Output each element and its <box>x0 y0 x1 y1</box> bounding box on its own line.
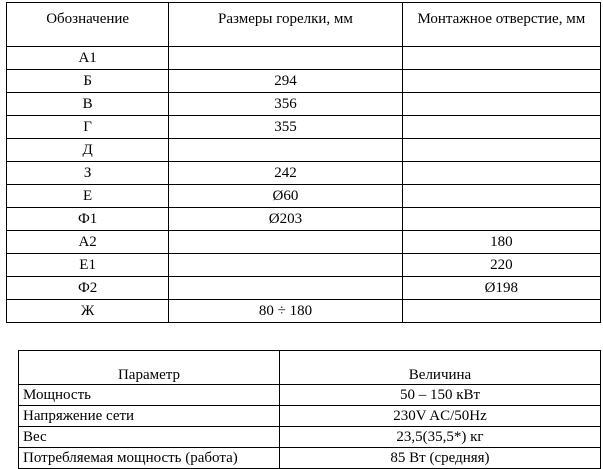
dimensions-row <box>7 231 601 254</box>
dimensions-row <box>7 254 601 277</box>
dimensions-row <box>7 70 601 93</box>
cell-parameter: Потребляемая мощность (работа) <box>19 448 280 469</box>
parameters-header-row <box>19 351 601 385</box>
dimensions-header-row <box>7 3 601 47</box>
cell-burner-size: 80 ÷ 180 <box>169 300 402 323</box>
burner-dimensions-table <box>6 2 601 323</box>
cell-designation: А2 <box>7 231 169 254</box>
parameters-row <box>19 427 601 448</box>
cell-designation: Е1 <box>7 254 169 277</box>
cell-designation: Д <box>7 139 169 162</box>
cell-designation: Ж <box>7 300 169 323</box>
header-parameter: Параметр <box>19 351 280 385</box>
burner-parameters-table <box>18 350 601 469</box>
cell-burner-size <box>169 231 402 254</box>
cell-designation: Е <box>7 185 169 208</box>
dimensions-row <box>7 47 601 70</box>
cell-mounting-hole: Ø198 <box>402 277 600 300</box>
parameters-row <box>19 448 601 469</box>
dimensions-row <box>7 277 601 300</box>
dimensions-row <box>7 139 601 162</box>
cell-mounting-hole <box>402 93 600 116</box>
cell-mounting-hole <box>402 185 600 208</box>
cell-burner-size <box>169 254 402 277</box>
cell-value: 50 – 150 кВт <box>280 385 601 406</box>
header-burner-size: Размеры горелки, мм <box>169 3 402 47</box>
cell-value: 23,5(35,5*) кг <box>280 427 601 448</box>
header-value: Величина <box>280 351 601 385</box>
dimensions-row <box>7 93 601 116</box>
cell-mounting-hole <box>402 116 600 139</box>
cell-mounting-hole <box>402 162 600 185</box>
cell-designation: Б <box>7 70 169 93</box>
cell-mounting-hole <box>402 47 600 70</box>
dimensions-row <box>7 116 601 139</box>
cell-mounting-hole: 220 <box>402 254 600 277</box>
cell-burner-size: 294 <box>169 70 402 93</box>
header-designation: Обозначение <box>7 3 169 47</box>
cell-mounting-hole: 180 <box>402 231 600 254</box>
cell-parameter: Вес <box>19 427 280 448</box>
cell-parameter: Мощность <box>19 385 280 406</box>
parameters-row <box>19 406 601 427</box>
cell-mounting-hole <box>402 139 600 162</box>
cell-burner-size: Ø203 <box>169 208 402 231</box>
cell-parameter: Напряжение сети <box>19 406 280 427</box>
cell-designation: Ф1 <box>7 208 169 231</box>
dimensions-row <box>7 300 601 323</box>
parameters-row <box>19 385 601 406</box>
cell-value: 85 Вт (средняя) <box>280 448 601 469</box>
cell-burner-size: Ø60 <box>169 185 402 208</box>
cell-burner-size: 355 <box>169 116 402 139</box>
cell-mounting-hole <box>402 70 600 93</box>
cell-designation: В <box>7 93 169 116</box>
cell-designation: Ф2 <box>7 277 169 300</box>
cell-burner-size: 242 <box>169 162 402 185</box>
cell-burner-size <box>169 47 402 70</box>
cell-mounting-hole <box>402 300 600 323</box>
cell-burner-size: 356 <box>169 93 402 116</box>
cell-value: 230V AC/50Hz <box>280 406 601 427</box>
dimensions-row <box>7 208 601 231</box>
cell-burner-size <box>169 139 402 162</box>
cell-burner-size <box>169 277 402 300</box>
cell-designation: З <box>7 162 169 185</box>
cell-designation: А1 <box>7 47 169 70</box>
cell-designation: Г <box>7 116 169 139</box>
cell-mounting-hole <box>402 208 600 231</box>
dimensions-row <box>7 185 601 208</box>
header-mounting-hole: Монтажное отверстие, мм <box>402 3 600 47</box>
dimensions-row <box>7 162 601 185</box>
